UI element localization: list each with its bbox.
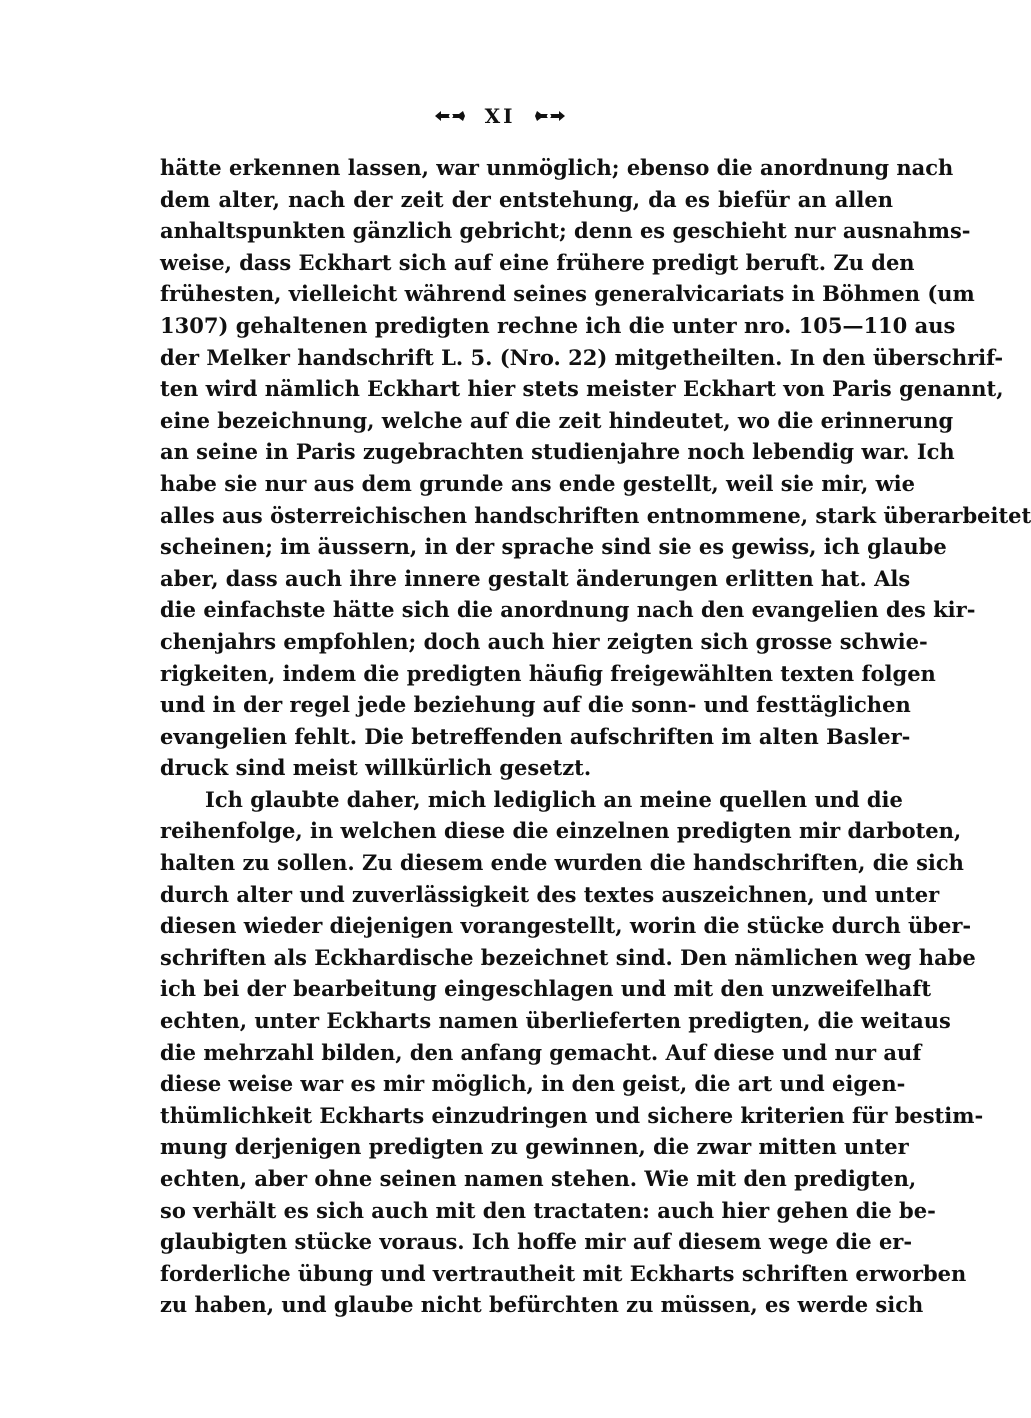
- body-text: [160, 152, 1031, 1321]
- text-line: und in der regel jede beziehung auf die sonn- und festtäglichen: [160, 692, 911, 718]
- text-line: reihenfolge, in welchen diese die einzelnen predigten mir darboten,: [160, 818, 962, 844]
- text-line: glaubigten stücke voraus. Ich hoffe mir auf diesem wege die er-: [160, 1229, 913, 1255]
- text-line: diesen wieder diejenigen vorangestellt, worin die stücke durch über-: [160, 913, 972, 939]
- text-line: alles aus österreichischen handschriften entnommene, stark überarbeitet: [160, 502, 1031, 528]
- text-line: aber, dass auch ihre innere gestalt änderungen erlitten hat. Als: [160, 565, 911, 591]
- text-line: echten, aber ohne seinen namen stehen. Wie mit den predigten,: [160, 1166, 917, 1191]
- paragraph-1: [160, 152, 1031, 784]
- ornament-left-icon: [433, 109, 467, 123]
- text-line: forderliche übung und vertrautheit mit Eckharts schriften erworben: [160, 1260, 967, 1286]
- text-line: druck sind meist willkürlich gesetzt.: [160, 755, 592, 781]
- text-line: eine bezeichnung, welche auf die zeit hindeutet, wo die erinnerung: [160, 407, 954, 433]
- ornament-right-icon: [533, 109, 567, 123]
- text-line: diese weise war es mir möglich, in den geist, die art und eigen-: [160, 1071, 906, 1097]
- text-line: evangelien fehlt. Die betreffenden aufschriften im alten Basler-: [160, 723, 911, 749]
- text-line: mung derjenigen predigten zu gewinnen, die zwar mitten unter: [160, 1134, 909, 1160]
- text-line: halten zu sollen. Zu diesem ende wurden die handschriften, die sich: [160, 850, 964, 876]
- text-line: scheinen; im äussern, in der sprache sind sie es gewiss, ich glaube: [160, 534, 947, 560]
- text-line: weise, dass Eckhart sich auf eine frühere predigt beruft. Zu den: [160, 249, 915, 275]
- text-line: die mehrzahl bilden, den anfang gemacht. Auf diese und nur auf: [160, 1039, 922, 1065]
- text-line: schriften als Eckhardische bezeichnet sind. Den nämlichen weg habe: [160, 944, 976, 970]
- text-line: die einfachste hätte sich die anordnung nach den evangelien des kir-: [160, 597, 976, 623]
- text-line: ich bei der bearbeitung eingeschlagen und mit den unzweifelhaft: [160, 976, 932, 1002]
- text-line: habe sie nur aus dem grunde ans ende gestellt, weil sie mir, wie: [160, 470, 915, 496]
- text-line: echten, unter Eckharts namen überlieferten predigten, die weitaus: [160, 1008, 951, 1034]
- text-line: frühesten, vielleicht während seines generalvicariats in Böhmen (um: [160, 281, 975, 307]
- paragraph-2: [160, 784, 984, 1321]
- text-line: an seine in Paris zugebrachten studienjahre noch lebendig war. Ich: [160, 439, 955, 465]
- page-number: XI: [484, 104, 516, 128]
- text-line: ten wird nämlich Eckhart hier stets meister Eckhart von Paris genannt,: [160, 376, 1004, 402]
- text-line: anhaltspunkten gänzlich gebricht; denn es geschieht nur ausnahms-: [160, 218, 971, 244]
- text-line: dem alter, nach der zeit der entstehung, da es biefür an allen: [160, 186, 893, 212]
- text-line: thümlichkeit Eckharts einzudringen und sichere kriterien für bestim-: [160, 1102, 984, 1128]
- text-line: chenjahrs empfohlen; doch auch hier zeigten sich grosse schwie-: [160, 628, 928, 654]
- text-line: durch alter und zuverlässigkeit des textes auszeichnen, und unter: [160, 881, 940, 907]
- text-line: hätte erkennen lassen, war unmöglich; ebenso die anordnung nach: [160, 155, 954, 180]
- text-line: der Melker handschrift L. 5. (Nro. 22) mitgetheilten. In den überschrif-: [160, 344, 1004, 370]
- text-line: rigkeiten, indem die predigten häufig freigewählten texten folgen: [160, 660, 936, 686]
- text-line: 1307) gehaltenen predigten rechne ich die unter nro. 105—110 aus: [160, 312, 956, 338]
- page-header: [0, 102, 1000, 130]
- text-line: zu haben, und glaube nicht befürchten zu müssen, es werde sich: [160, 1292, 924, 1318]
- text-line: Ich glaubte daher, mich lediglich an meine quellen und die: [205, 786, 903, 812]
- text-line: so verhält es sich auch mit den tractaten: auch hier gehen die be-: [160, 1197, 936, 1223]
